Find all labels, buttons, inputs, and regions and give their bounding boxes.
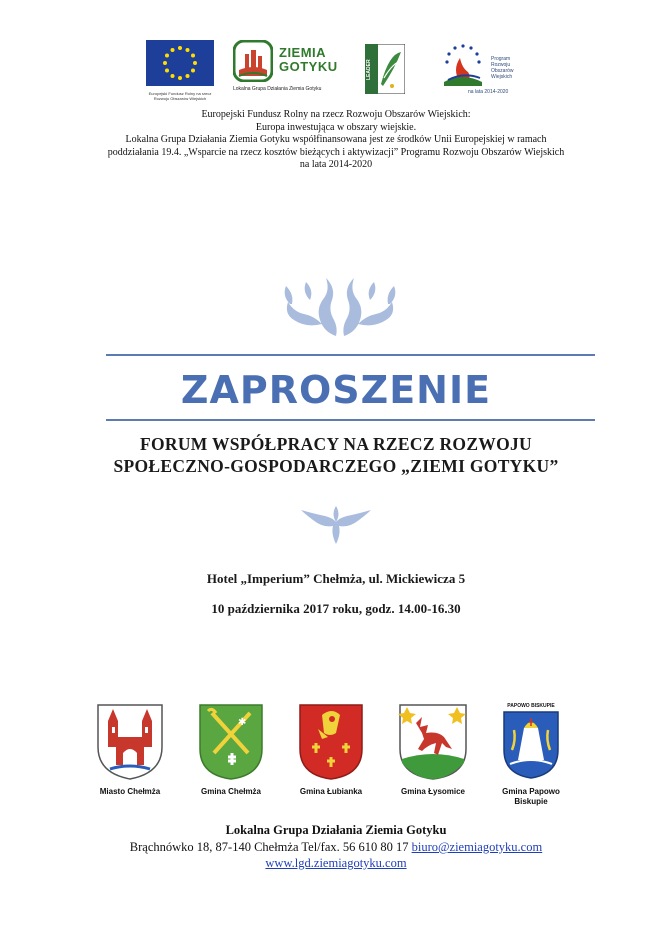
funding-statement: [0, 109, 672, 172]
title-rule-bottom: [106, 419, 595, 421]
middle-ornament-icon: [301, 506, 371, 546]
header-line-3: Lokalna Grupa Działania Ziemia Gotyku współfinansowana jest ze środków Unii Europejskiej w ramach: [125, 134, 547, 145]
event-date: 10 października 2017 roku, godz. 14.00-16.30: [211, 601, 461, 616]
event-subtitle: [0, 433, 672, 477]
crest-miasto-chelmza-icon: [96, 703, 164, 781]
leader-logo: [365, 44, 405, 99]
prow-line-1: Program: [491, 56, 511, 62]
event-venue: Hotel „Imperium” Chełmża, ul. Mickiewicza 5: [206, 571, 466, 586]
crest-gmina-chelmza-icon: [198, 703, 264, 781]
crest-label-2: Gmina Chełmża: [200, 787, 261, 796]
prow-line-4: Wiejskich: [491, 74, 513, 80]
footer-website-link[interactable]: www.lgd.ziemiagotyku.com: [265, 856, 407, 870]
subtitle-line-1: FORUM WSPÓŁPRACY NA RZECZ ROZWOJU: [139, 434, 532, 454]
ziemia-gotyku-logo: [233, 40, 348, 92]
zg-word1: ZIEMIA: [279, 45, 327, 60]
crest-label-5-line1: Gmina Papowo: [502, 787, 560, 796]
top-ornament-icon: [280, 270, 400, 340]
crest-gmina-lysomice-icon: [398, 703, 468, 781]
header-line-2: Europa inwestująca w obszary wiejskie.: [255, 121, 417, 133]
header-line-4: poddziałania 19.4. „Wsparcie na rzecz kosztów bieżących i aktywizacji” Programu Rozwoju Obszarów Wiejskich: [107, 146, 565, 158]
crest-gmina-papowo-biskupie-icon: [502, 710, 560, 780]
crest-gmina-lubianka-icon: [298, 703, 364, 781]
subtitle-line-2: SPOŁECZNO-GOSPODARCZEGO „ZIEMI GOTYKU”: [113, 456, 559, 476]
prow-years: na lata 2014-2020: [468, 89, 509, 95]
castle-icon: [233, 40, 273, 82]
zg-caption: Lokalna Grupa Działania Ziemia Gotyku: [233, 86, 322, 92]
eu-flag-icon: [146, 40, 214, 86]
crest-label-1: Miasto Chełmża: [99, 787, 161, 796]
footer-org-name: Lokalna Grupa Działania Ziemia Gotyku: [225, 823, 447, 837]
crest-label-4: Gmina Łysomice: [400, 787, 466, 796]
eu-caption-line1: Europejski Fundusz Rolny na rzecz: [148, 91, 212, 96]
header-line-1: Europejski Fundusz Rolny na rzecz Rozwoju Obszarów Wiejskich:: [201, 109, 471, 120]
prow-line-2: Rozwoju: [491, 62, 511, 68]
footer-email-link[interactable]: biuro@ziemiagotyku.com: [411, 840, 543, 854]
page-title: ZAPROSZENIE: [180, 368, 492, 412]
zg-word2: GOTYKU: [279, 59, 338, 74]
prow-logo: [438, 42, 533, 95]
crest-label-3: Gmina Łubianka: [299, 787, 363, 796]
header-line-5: na lata 2014-2020: [299, 159, 373, 170]
crest-label-5-line2: Biskupie: [514, 797, 548, 806]
svg-text:✱: ✱: [238, 717, 247, 728]
footer-website-line: [0, 856, 672, 871]
prow-flame-icon: [438, 42, 488, 88]
prow-line-3: Obszarów: [491, 68, 514, 74]
crest-banner-5: PAPOWO BISKUPIE: [507, 703, 555, 709]
eu-caption-line2: Rozwoju Obszarów Wiejskich: [153, 96, 207, 101]
crest-label-5: [481, 787, 581, 807]
eu-logo: [146, 40, 214, 101]
title-rule-top: [106, 354, 595, 356]
footer-address-line: [0, 840, 672, 855]
leader-label: LEADER: [366, 59, 372, 80]
footer-address: Brąchnówko 18, 87-140 Chełmża Tel/fax. 56 610 80 17: [129, 840, 412, 854]
